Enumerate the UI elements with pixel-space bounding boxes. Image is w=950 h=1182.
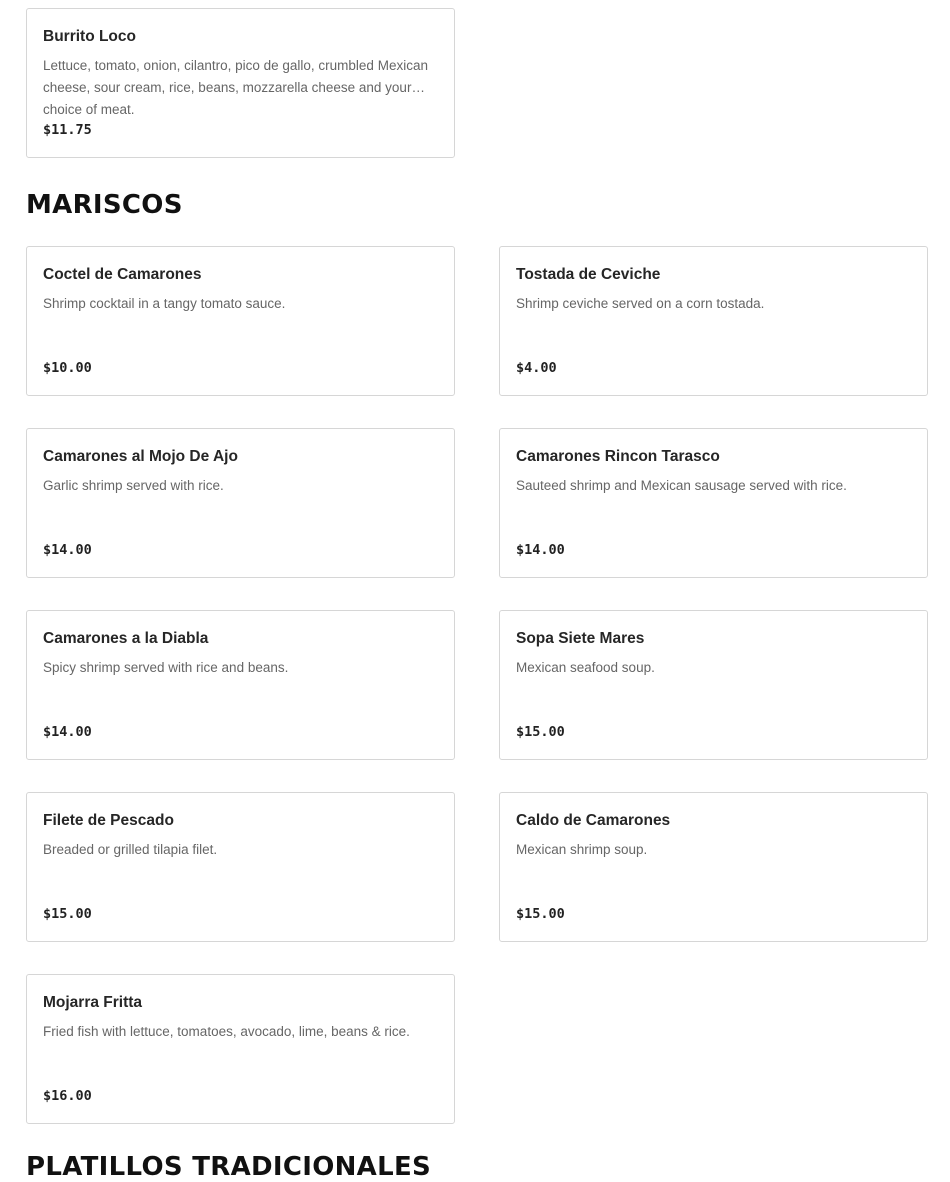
menu-item-price: $15.00 [43, 906, 92, 922]
menu-item-description: Breaded or grilled tilapia filet. [43, 842, 218, 857]
section-title-mariscos: MARISCOS [26, 190, 183, 220]
menu-item-card[interactable] [26, 428, 455, 578]
menu-item-price: $15.00 [516, 906, 565, 922]
section-title-platillos-tradicionales: PLATILLOS TRADICIONALES [26, 1152, 432, 1182]
menu-item-description: Fried fish with lettuce, tomatoes, avocado, lime, beans & rice. [43, 1024, 410, 1039]
menu-item-name: Camarones al Mojo De Ajo [43, 448, 238, 465]
menu-item-card[interactable] [26, 974, 455, 1124]
menu-item-name: Filete de Pescado [43, 812, 174, 829]
menu-item-name: Mojarra Fritta [43, 994, 143, 1011]
menu-item-price: $15.00 [516, 724, 565, 740]
menu-item-price: $10.00 [43, 360, 92, 376]
menu-item-name: Camarones a la Diabla [43, 630, 209, 647]
menu-item-description: Mexican seafood soup. [516, 660, 655, 675]
menu-item-name: Sopa Siete Mares [516, 630, 645, 647]
menu-item-price: $16.00 [43, 1088, 92, 1104]
menu-item-card[interactable] [499, 246, 928, 396]
menu-item-card[interactable] [26, 792, 455, 942]
menu-item-price: $14.00 [516, 542, 565, 558]
menu-item-card[interactable] [26, 610, 455, 760]
menu-item-description: Shrimp ceviche served on a corn tostada. [516, 296, 765, 311]
menu-item-card[interactable] [499, 792, 928, 942]
menu-item-description: Garlic shrimp served with rice. [43, 478, 224, 493]
menu-item-description: Mexican shrimp soup. [516, 842, 648, 857]
menu-item-name: Burrito Loco [43, 28, 136, 45]
menu-item-price: $4.00 [516, 360, 557, 376]
menu-item-name: Caldo de Camarones [516, 812, 671, 829]
menu-item-name: Tostada de Ceviche [516, 266, 661, 283]
menu-item-description: Spicy shrimp served with rice and beans. [43, 660, 289, 675]
menu-item-price: $14.00 [43, 542, 92, 558]
menu-item-description: Lettuce, tomato, onion, cilantro, pico de gallo, crumbled Mexican cheese, sour cream, rice, beans, mozzarella cheese and your choice of meat. [43, 58, 428, 117]
menu-item-card[interactable] [26, 8, 455, 158]
menu-item-card[interactable] [499, 610, 928, 760]
menu-item-description: Sauteed shrimp and Mexican sausage served with rice. [516, 478, 847, 493]
menu-item-name: Camarones Rincon Tarasco [516, 448, 720, 465]
menu-item-card[interactable] [26, 246, 455, 396]
menu-item-description: Shrimp cocktail in a tangy tomato sauce. [43, 296, 286, 311]
menu-item-card[interactable] [499, 428, 928, 578]
menu-item-price: $14.00 [43, 724, 92, 740]
menu-item-name: Coctel de Camarones [43, 266, 202, 283]
menu-item-price: $11.75 [43, 122, 92, 138]
